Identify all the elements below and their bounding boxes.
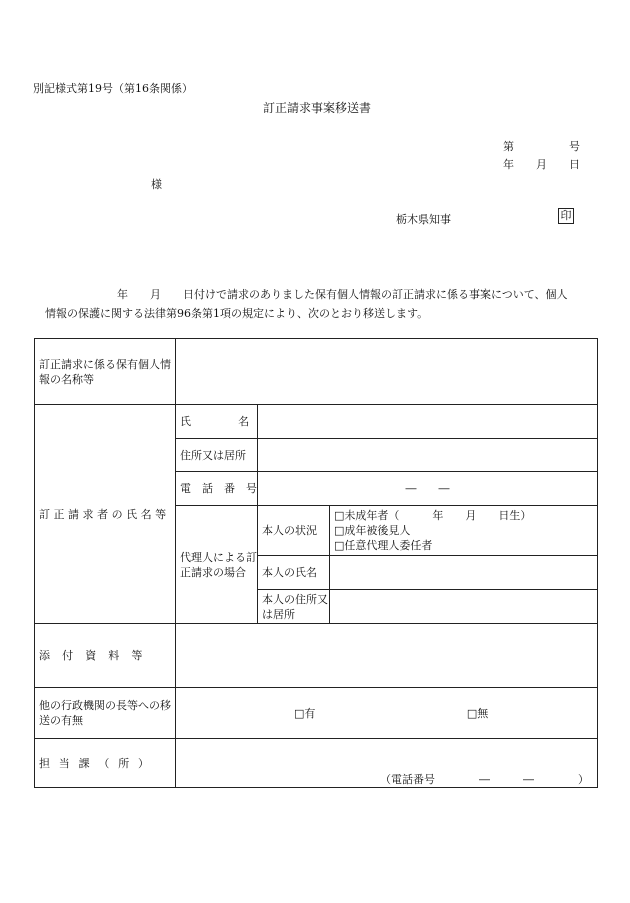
status-proxy-checkbox[interactable]: □任意代理人委任者: [334, 539, 433, 552]
attachments-value[interactable]: [176, 624, 598, 688]
body-text-line-1: 年 月 日付けで請求のありました保有個人情報の訂正請求に係る事案について、個人: [117, 288, 568, 301]
dept-label: 担当課（所）: [35, 739, 176, 788]
principal-address-label: 本人の住所又は居所: [258, 590, 330, 624]
form-number: 別記様式第19号（第16条関係）: [33, 82, 193, 95]
status-ward-checkbox[interactable]: □成年被後見人: [334, 524, 411, 537]
transfer-no-checkbox[interactable]: □無: [466, 706, 489, 720]
seal-stamp: 印: [558, 208, 574, 224]
address-label: 住所又は居所: [176, 439, 258, 472]
principal-address-value[interactable]: [330, 590, 598, 624]
transfer-options: [176, 688, 598, 739]
principal-name-value[interactable]: [330, 556, 598, 590]
transfer-label: 他の行政機関の長等への移送の有無: [35, 688, 176, 739]
table-row: [35, 339, 598, 405]
info-name-label: 訂正請求に係る保有個人情報の名称等: [35, 339, 176, 405]
transfer-form-table: [34, 338, 598, 788]
table-row: [35, 405, 598, 439]
name-value[interactable]: [258, 405, 598, 439]
address-value[interactable]: [258, 439, 598, 472]
status-label: 本人の状況: [258, 506, 330, 556]
attachments-label: 添付資料等: [35, 624, 176, 688]
principal-name-label: 本人の氏名: [258, 556, 330, 590]
table-row: [35, 688, 598, 739]
addressee-suffix: 様: [151, 178, 162, 191]
name-label: 氏 名: [176, 405, 258, 439]
phone-value[interactable]: ― ―: [258, 472, 598, 506]
table-row: [35, 739, 598, 788]
info-name-value[interactable]: [176, 339, 598, 405]
transfer-yes-checkbox[interactable]: □有: [294, 706, 316, 720]
document-date-line: 年 月 日: [503, 158, 580, 171]
requester-label: 訂正請求者の氏名等: [35, 405, 176, 624]
sender-name: 栃木県知事: [396, 213, 451, 226]
table-row: [35, 624, 598, 688]
status-minor-checkbox[interactable]: □未成年者（ 年 月 日生）: [334, 509, 532, 522]
phone-label: 電 話 番 号: [176, 472, 258, 506]
document-title: 訂正請求事案移送書: [263, 101, 372, 115]
agent-label: 代理人による訂正請求の場合: [176, 506, 258, 624]
body-text-line-2: 情報の保護に関する法律第96条第1項の規定により、次のとおり移送します。: [45, 307, 429, 320]
dept-phone[interactable]: （電話番号 ― ― ）: [176, 739, 598, 788]
document-number-line: 第 号: [503, 140, 580, 153]
status-options: [330, 506, 598, 556]
